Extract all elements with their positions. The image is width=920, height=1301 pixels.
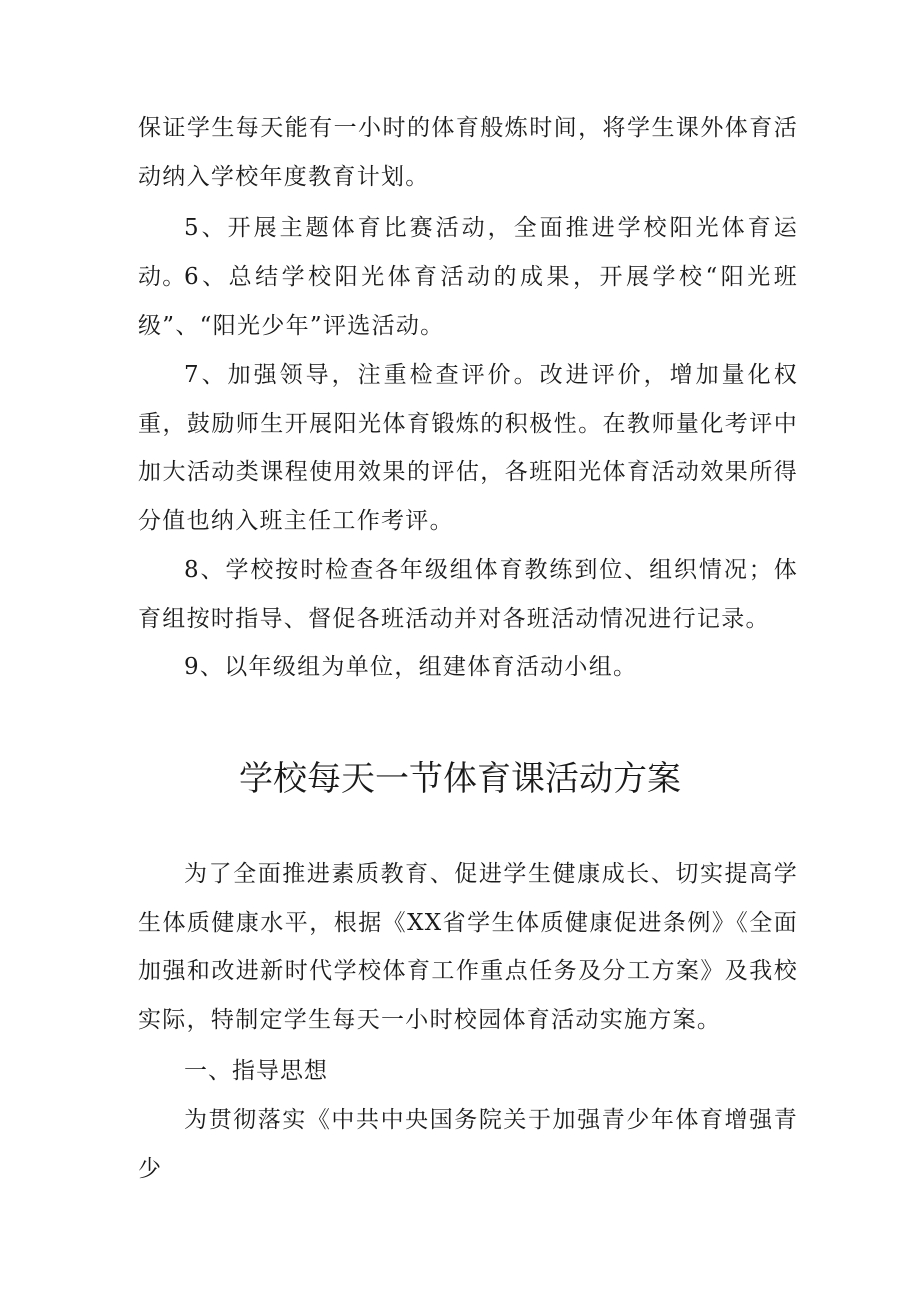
intro-paragraph: 为了全面推进素质教育、促进学生健康成长、切实提高学生体质健康水平，根据《XX省学生体质健康促进条例》《全面加强和改进新时代学校体育工作重点任务及分工方案》及我校实际，特制定学生每天一小时校园体育活动实施方案。 <box>138 861 798 1033</box>
paragraph-item-6: 6、总结学校阳光体育活动的成果，开展学校“阳光班级”、“阳光少年”评选活动。 <box>138 264 798 339</box>
paragraph-continuation: 保证学生每天能有一小时的体育般炼时间，将学生课外体育活动纳入学校年度教育计划。 <box>138 115 798 190</box>
paragraph-item-7: 7、加强领导，注重检查评价。改进评价，增加量化权重，鼓励师生开展阳光体育锻炼的积极性。在教师量化考评中加大活动类课程使用效果的评估，各班阳光体育活动效果所得分值也纳入班主任工作考评。 <box>138 362 798 534</box>
paragraph-item-8: 8、学校按时检查各年级组体育教练到位、组织情况；体育组按时指导、督促各班活动并对各班活动情况进行记录。 <box>138 557 798 632</box>
document-title: 学校每天一节体育课活动方案 <box>239 759 681 799</box>
paragraph-item-9: 9、以年级组为单位，组建体育活动小组。 <box>184 654 638 680</box>
paragraph-item-5: 5、开展主题体育比赛活动，全面推进学校阳光体育运动。 <box>138 215 798 290</box>
section-heading: 一、指导思想 <box>184 1058 328 1084</box>
section-paragraph: 为贯彻落实《中共中央国务院关于加强青少年体育增强青少 <box>138 1107 798 1182</box>
